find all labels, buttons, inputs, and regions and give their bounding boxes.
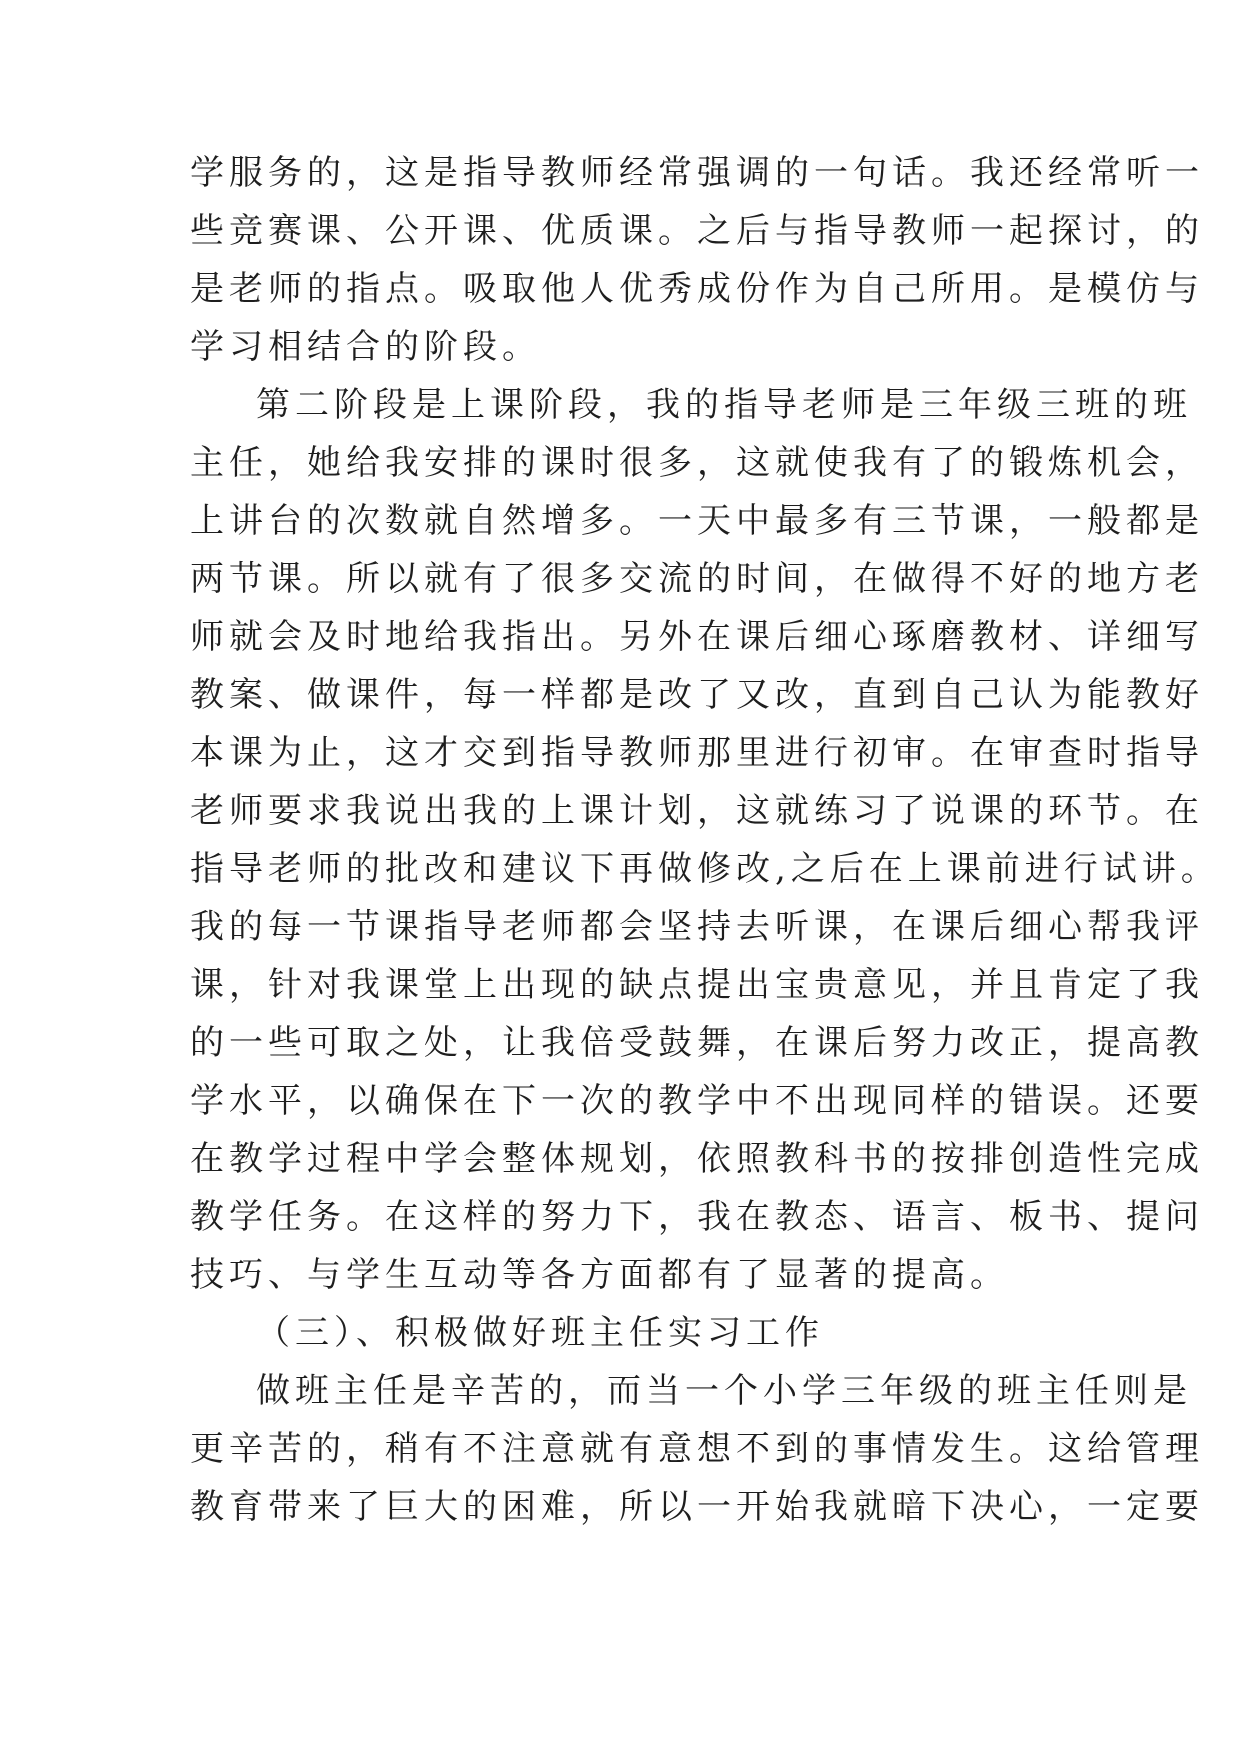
document-body	[190, 144, 1220, 1536]
text-line: 我的每一节课指导老师都会坚持去听课，在课后细心帮我评	[190, 907, 1204, 947]
text-line: 学水平，以确保在下一次的教学中不出现同样的错误。还要	[190, 1081, 1204, 1121]
text-line: 指导老师的批改和建议下再做修改,之后在上课前进行试讲。	[190, 849, 1220, 889]
text-line: 些竞赛课、公开课、优质课。之后与指导教师一起探讨，的	[190, 211, 1204, 251]
text-line: 更辛苦的，稍有不注意就有意想不到的事情发生。这给管理	[190, 1429, 1204, 1469]
section-heading: （三）、积极做好班主任实习工作	[256, 1313, 824, 1353]
text-line: 在教学过程中学会整体规划，依照教科书的按排创造性完成	[190, 1139, 1204, 1179]
text-line: 教学任务。在这样的努力下，我在教态、语言、板书、提问	[190, 1197, 1204, 1237]
text-line: 本课为止，这才交到指导教师那里进行初审。在审查时指导	[190, 733, 1204, 773]
text-line: 上讲台的次数就自然增多。一天中最多有三节课，一般都是	[190, 501, 1204, 541]
text-line: 主任，她给我安排的课时很多，这就使我有了的锻炼机会，	[190, 443, 1204, 483]
text-line: 教案、做课件，每一样都是改了又改，直到自己认为能教好	[190, 675, 1204, 715]
text-line: 学服务的，这是指导教师经常强调的一句话。我还经常听一	[190, 153, 1204, 193]
text-line: 师就会及时地给我指出。另外在课后细心琢磨教材、详细写	[190, 617, 1204, 657]
text-line: 两节课。所以就有了很多交流的时间，在做得不好的地方老	[190, 559, 1204, 599]
text-line: 的一些可取之处，让我倍受鼓舞，在课后努力改正，提高教	[190, 1023, 1204, 1063]
paragraph-start-line: 做班主任是辛苦的，而当一个小学三年级的班主任则是	[256, 1371, 1192, 1411]
text-line: 课，针对我课堂上出现的缺点提出宝贵意见，并且肯定了我	[190, 965, 1204, 1005]
text-line: 是老师的指点。吸取他人优秀成份作为自己所用。是模仿与	[190, 269, 1204, 309]
text-line: 学习相结合的阶段。	[190, 327, 541, 367]
text-line: 技巧、与学生互动等各方面都有了显著的提高。	[190, 1255, 1009, 1295]
text-line: 老师要求我说出我的上课计划，这就练习了说课的环节。在	[190, 791, 1204, 831]
paragraph-start-line: 第二阶段是上课阶段，我的指导老师是三年级三班的班	[256, 385, 1192, 425]
text-line: 教育带来了巨大的困难，所以一开始我就暗下决心，一定要	[190, 1487, 1204, 1527]
